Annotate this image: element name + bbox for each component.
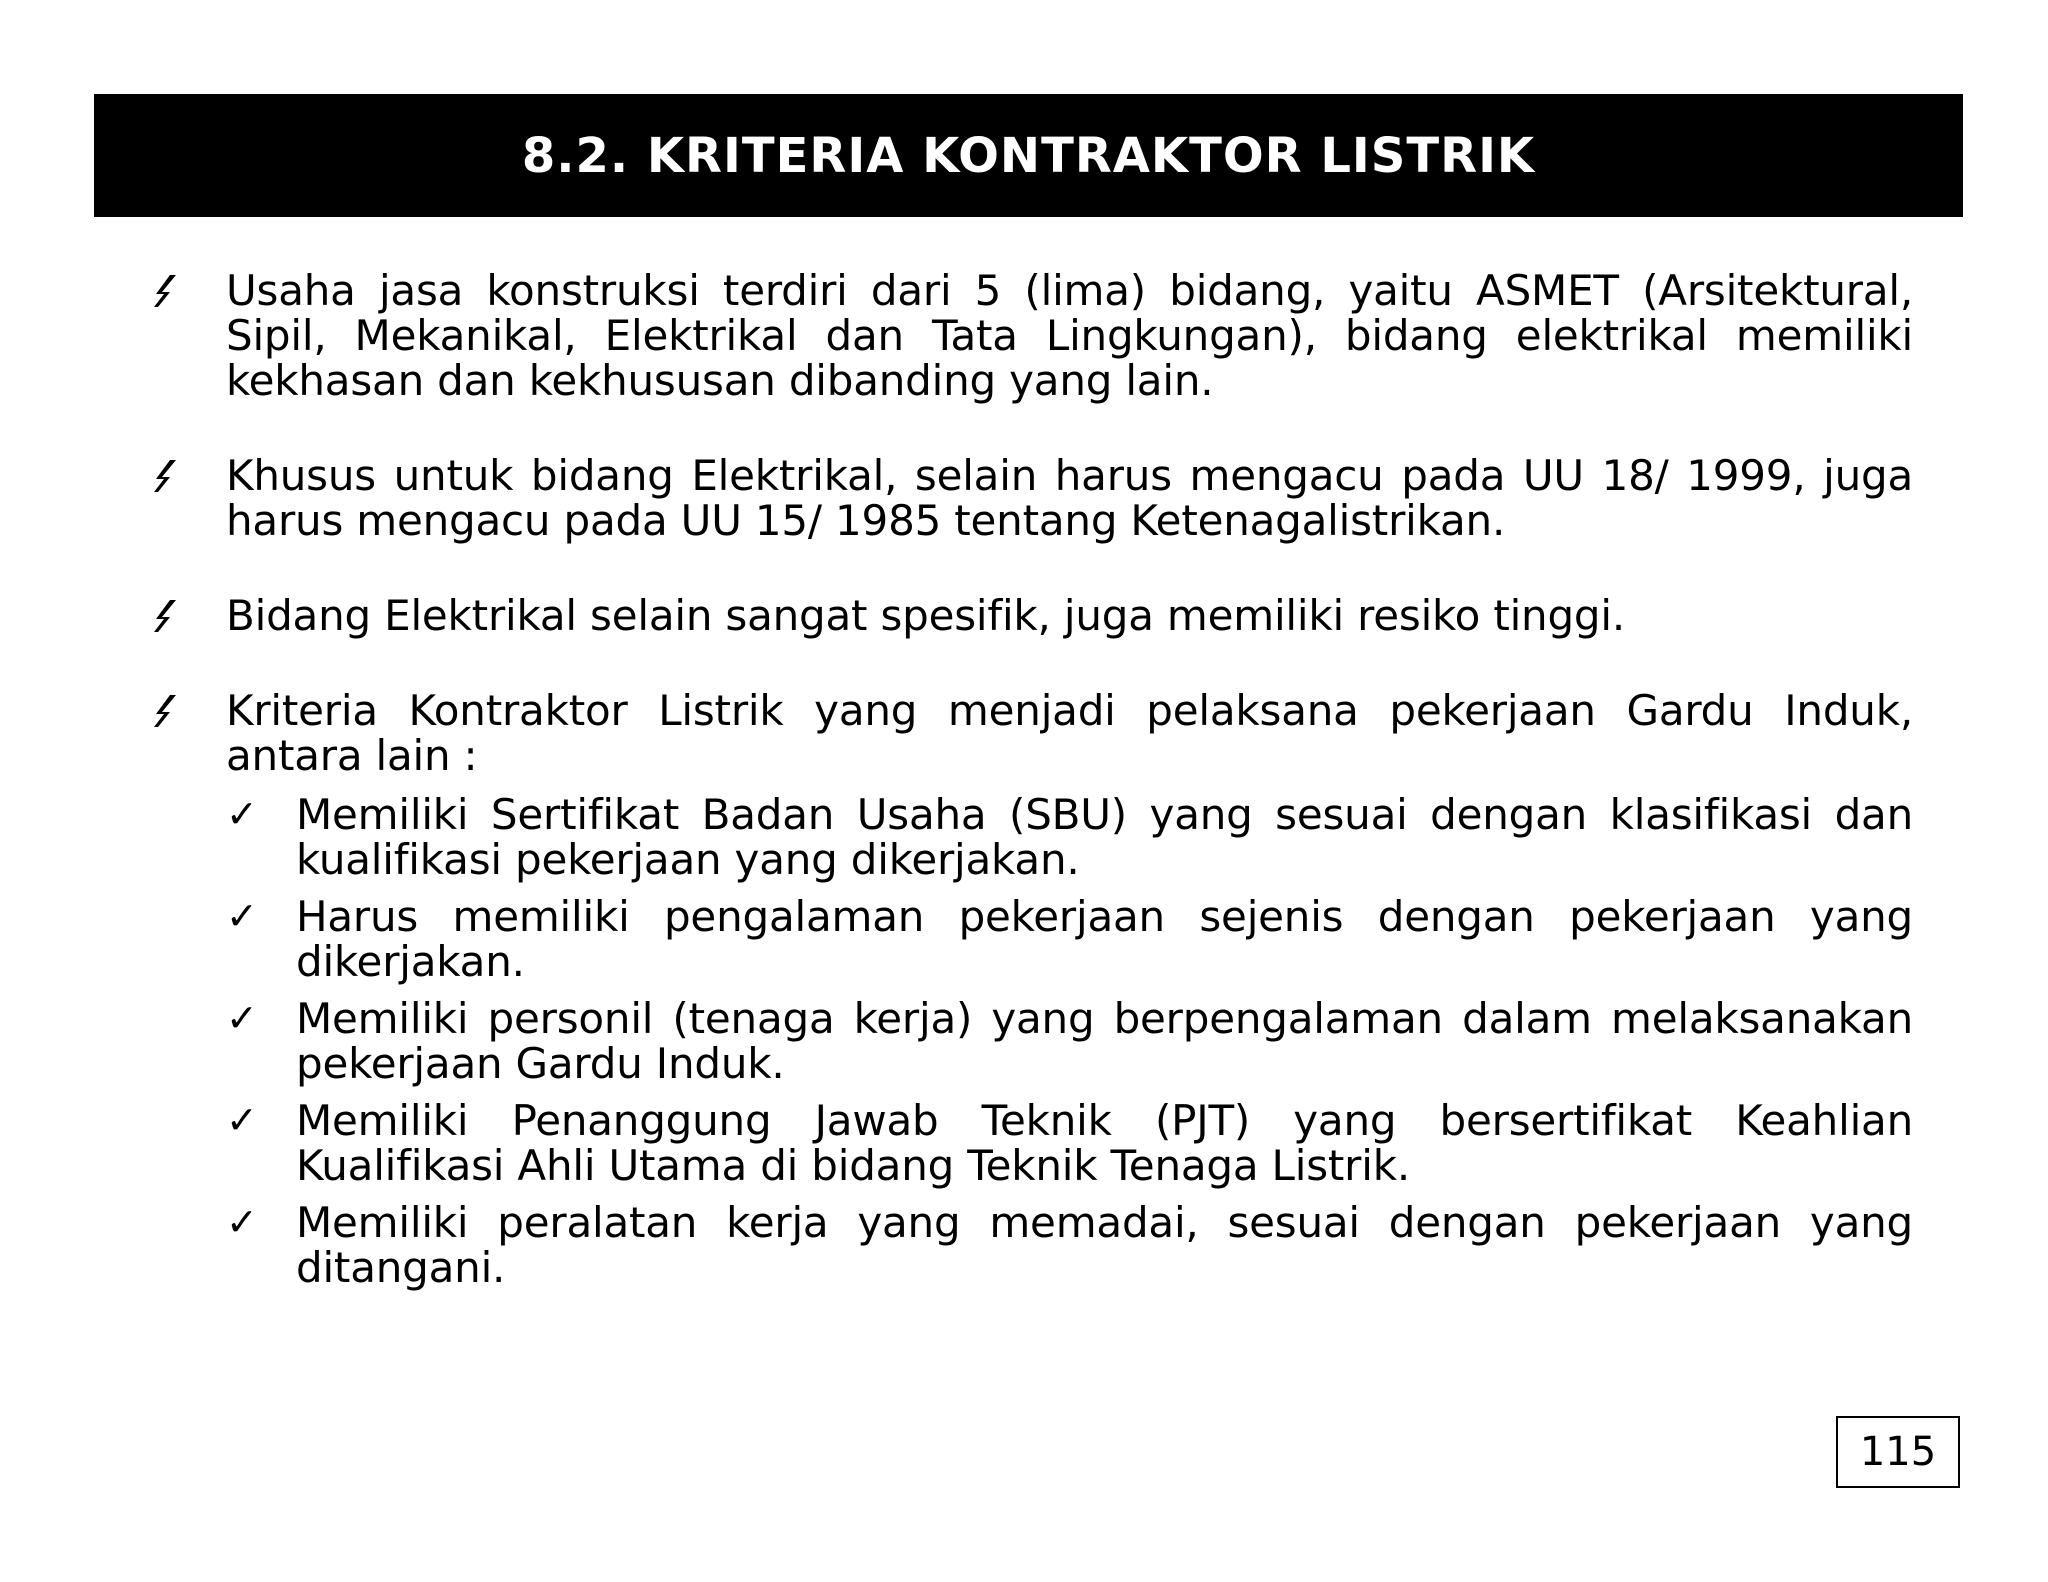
list-item bbox=[148, 453, 1913, 543]
sublist-item bbox=[226, 996, 1913, 1086]
lightning-bolt-icon bbox=[148, 691, 188, 731]
sublist-item bbox=[226, 792, 1913, 882]
sublist-item-text: Memiliki peralatan kerja yang memadai, sesuai dengan pekerjaan yang ditangani. bbox=[296, 1198, 1913, 1292]
list-item bbox=[148, 688, 1913, 1290]
page-number: 115 bbox=[1836, 1416, 1960, 1488]
sublist-item-text: Memiliki Penanggung Jawab Teknik (PJT) yang bersertifikat Keahlian Kualifikasi Ahli Utama di bidang Teknik Tenaga Listrik. bbox=[296, 1096, 1913, 1190]
criteria-sublist bbox=[226, 792, 1913, 1290]
list-item-text: Kriteria Kontraktor Listrik yang menjadi pelaksana pekerjaan Gardu Induk, antara lain : bbox=[226, 686, 1913, 780]
list-item bbox=[148, 593, 1913, 638]
checkmark-icon: ✓ bbox=[226, 996, 258, 1040]
list-item-text: Khusus untuk bidang Elektrikal, selain harus mengacu pada UU 18/ 1999, juga harus mengacu pada UU 15/ 1985 tentang Ketenagalistrikan. bbox=[226, 451, 1913, 545]
bullet-list bbox=[148, 268, 1913, 1302]
lightning-bolt-icon bbox=[148, 271, 188, 311]
list-item-text: Bidang Elektrikal selain sangat spesifik, juga memiliki resiko tinggi. bbox=[226, 591, 1626, 640]
checkmark-icon: ✓ bbox=[226, 792, 258, 836]
sublist-item bbox=[226, 1098, 1913, 1188]
list-item bbox=[148, 268, 1913, 403]
checkmark-icon: ✓ bbox=[226, 1200, 258, 1244]
lightning-bolt-icon bbox=[148, 456, 188, 496]
sublist-item bbox=[226, 1200, 1913, 1290]
sublist-item-text: Memiliki Sertifikat Badan Usaha (SBU) yang sesuai dengan klasifikasi dan kualifikasi pekerjaan yang dikerjakan. bbox=[296, 790, 1913, 884]
sublist-item-text: Memiliki personil (tenaga kerja) yang berpengalaman dalam melaksanakan pekerjaan Gardu Induk. bbox=[296, 994, 1913, 1088]
sublist-item bbox=[226, 894, 1913, 984]
checkmark-icon: ✓ bbox=[226, 1098, 258, 1142]
lightning-bolt-icon bbox=[148, 596, 188, 636]
list-item-text: Usaha jasa konstruksi terdiri dari 5 (lima) bidang, yaitu ASMET (Arsitektural, Sipil, Mekanikal, Elektrikal dan Tata Lingkungan), bidang elektrikal memiliki kekhasan dan kekhususan dibanding yang lain. bbox=[226, 266, 1913, 405]
sublist-item-text: Harus memiliki pengalaman pekerjaan sejenis dengan pekerjaan yang dikerjakan. bbox=[296, 892, 1913, 986]
checkmark-icon: ✓ bbox=[226, 894, 258, 938]
title-bar bbox=[94, 94, 1963, 217]
page-title: 8.2. KRITERIA KONTRAKTOR LISTRIK bbox=[521, 127, 1536, 184]
